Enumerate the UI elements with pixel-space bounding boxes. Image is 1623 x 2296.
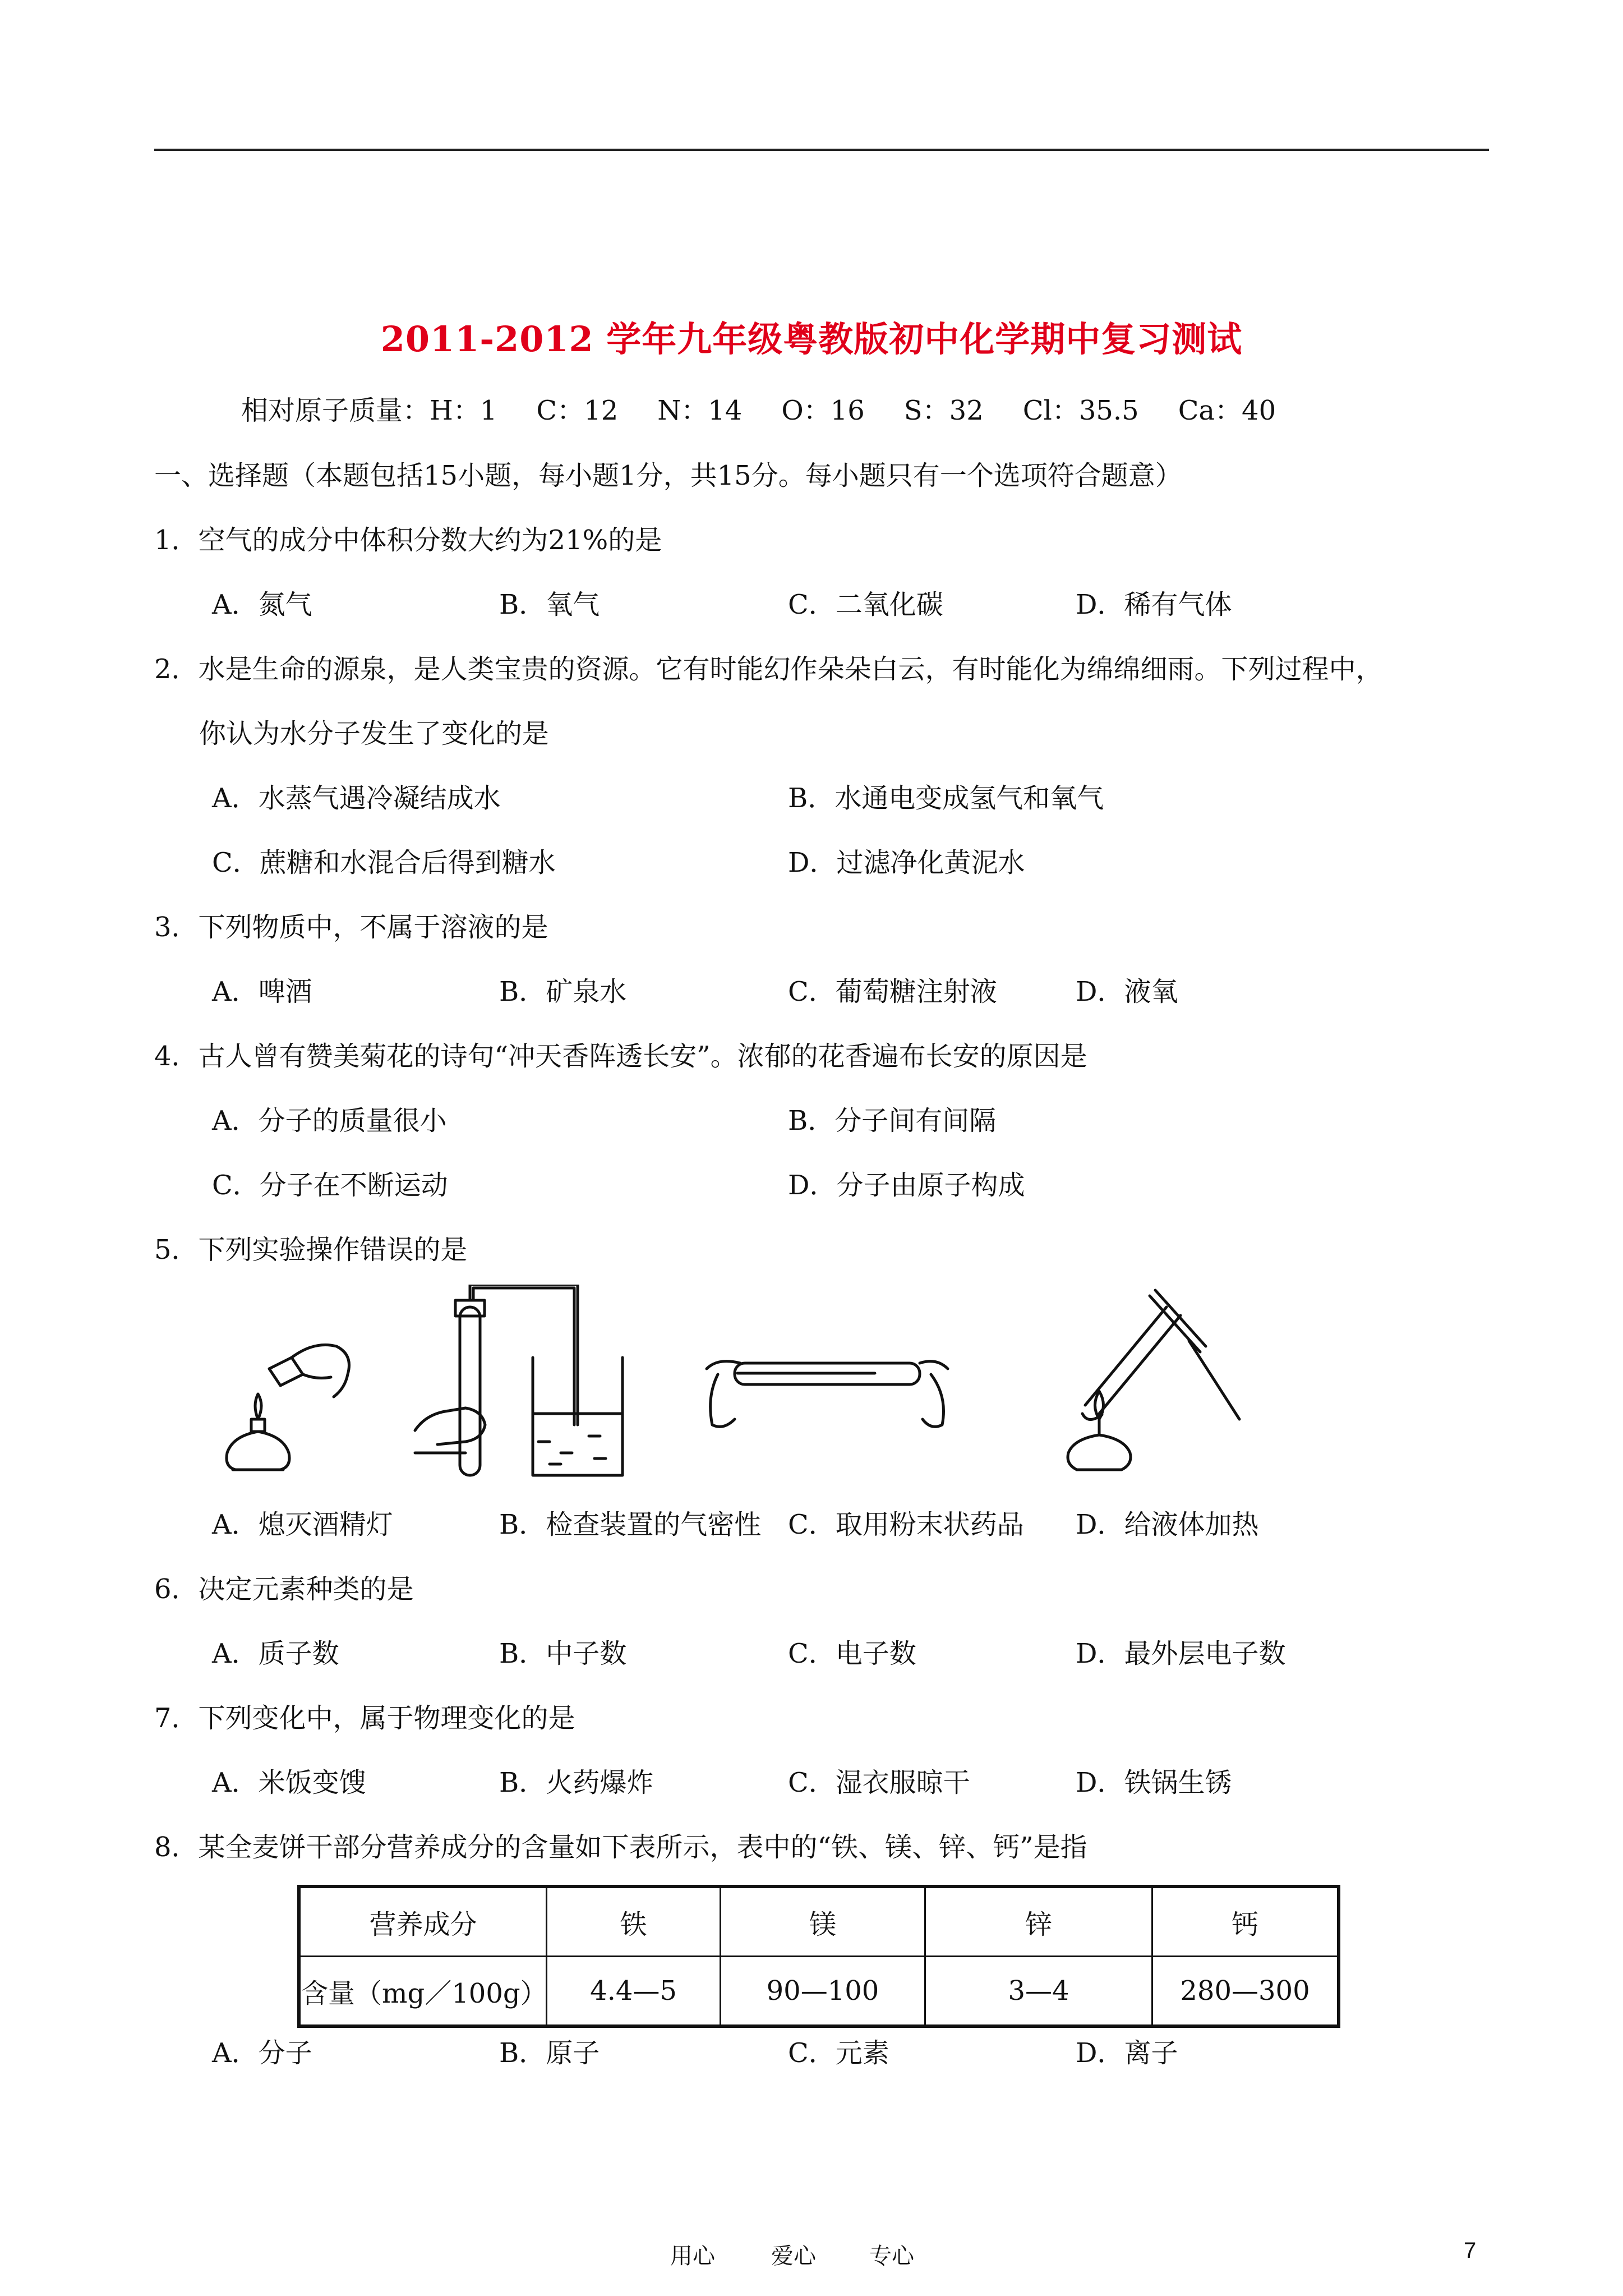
option-c: C．蔗糖和水混合后得到糖水: [212, 847, 556, 878]
alcohol-lamp-figure: [227, 1345, 349, 1470]
option-d: D．铁锅生锈: [1076, 1767, 1232, 1798]
option-a: A．熄灭酒精灯: [212, 1509, 393, 1540]
option-c: C．电子数: [788, 1638, 916, 1669]
atomic-mass-s: S：32: [903, 395, 984, 426]
option-c: C．元素: [788, 2037, 889, 2069]
option-b: B．氧气: [499, 589, 600, 620]
option-d: D．给液体加热: [1076, 1509, 1259, 1540]
question-stem: 7．下列变化中，属于物理变化的是: [154, 1703, 575, 1734]
question-stem: 1．空气的成分中体积分数大约为21%的是: [154, 524, 662, 556]
atomic-mass-c: C：12: [536, 395, 619, 426]
option-d: D．分子由原子构成: [788, 1170, 1025, 1201]
atomic-masses: [241, 394, 1315, 427]
option-d: D．过滤净化黄泥水: [788, 847, 1025, 878]
table-row: [299, 1957, 1339, 2027]
table-cell: 铁: [547, 1887, 721, 1957]
option-b: B．矿泉水: [499, 976, 627, 1007]
page-title: 2011-2012 学年九年级粤教版初中化学期中复习测试: [380, 319, 1243, 360]
footer-motto-3: 专心: [869, 2243, 914, 2269]
question-stem: 5．下列实验操作错误的是: [154, 1234, 468, 1266]
question-stem-cont: 你认为水分子发生了变化的是: [199, 718, 550, 749]
table-cell: 280—300: [1152, 1957, 1339, 2027]
table-cell: 90—100: [721, 1957, 925, 2027]
option-d: D．稀有气体: [1076, 589, 1232, 620]
heating-liquid-figure: [1068, 1290, 1239, 1470]
option-c: C．湿衣服晾干: [788, 1767, 970, 1798]
footer-motto-1: 用心: [670, 2243, 715, 2269]
table-cell: 镁: [721, 1887, 925, 1957]
option-a: A．啤酒: [212, 976, 312, 1007]
section-heading: 一、选择题（本题包括15小题，每小题1分，共15分。每小题只有一个选项符合题意）: [154, 460, 1182, 491]
lab-illustrations: [202, 1285, 1267, 1487]
option-c: C．葡萄糖注射液: [788, 976, 997, 1007]
table-cell: 4.4—5: [547, 1957, 721, 2027]
question-stem: 8．某全麦饼干部分营养成分的含量如下表所示，表中的“铁、镁、锌、钙”是指: [154, 1832, 1087, 1863]
table-cell: 含量（mg／100g）: [299, 1957, 547, 2027]
option-b: B．分子间有间隔: [788, 1105, 997, 1137]
nutrition-table: [297, 1885, 1340, 2028]
option-c: C．取用粉末状药品: [788, 1509, 1024, 1540]
option-c: C．二氧化碳: [788, 589, 943, 620]
option-d: D．离子: [1076, 2037, 1178, 2069]
airtightness-figure: [415, 1285, 623, 1475]
header-rule: [154, 149, 1489, 151]
option-b: B．检查装置的气密性: [499, 1509, 762, 1540]
option-b: B．原子: [499, 2037, 600, 2069]
table-header-row: [299, 1887, 1339, 1957]
table-cell: 营养成分: [299, 1887, 547, 1957]
atomic-mass-cl: Cl：35.5: [1022, 395, 1139, 426]
option-b: B．水通电变成氢气和氧气: [788, 783, 1104, 814]
question-stem: 2．水是生命的源泉，是人类宝贵的资源。它有时能幻作朵朵白云，有时能化为绵绵细雨。下列过程中，: [154, 654, 1383, 685]
page-number: 7: [1464, 2238, 1477, 2263]
option-a: A．分子: [212, 2037, 312, 2069]
table-cell: 3—4: [925, 1957, 1152, 2027]
question-stem: 4．古人曾有赞美菊花的诗句“冲天香阵透长安”。浓郁的花香遍布长安的原因是: [154, 1041, 1087, 1072]
option-d: D．液氧: [1076, 976, 1178, 1007]
option-a: A．米饭变馊: [212, 1767, 366, 1798]
atomic-mass-o: O：16: [781, 395, 865, 426]
question-stem: 6．决定元素种类的是: [154, 1573, 414, 1605]
option-b: B．火药爆炸: [499, 1767, 654, 1798]
option-a: A．水蒸气遇冷凝结成水: [212, 783, 501, 814]
atomic-mass-n: N：14: [657, 395, 743, 426]
option-a: A．分子的质量很小: [212, 1105, 447, 1137]
table-cell: 锌: [925, 1887, 1152, 1957]
table-cell: 钙: [1152, 1887, 1339, 1957]
option-a: A．氮气: [212, 589, 312, 620]
footer-motto-2: 爱心: [771, 2243, 816, 2269]
atomic-masses-label: 相对原子质量：: [241, 395, 430, 426]
option-a: A．质子数: [212, 1638, 339, 1669]
atomic-mass-ca: Ca：40: [1178, 395, 1276, 426]
option-c: C．分子在不断运动: [212, 1170, 448, 1201]
atomic-mass-h: H：1: [430, 395, 497, 426]
powder-sampling-figure: [707, 1361, 948, 1427]
option-b: B．中子数: [499, 1638, 627, 1669]
option-d: D．最外层电子数: [1076, 1638, 1286, 1669]
question-stem: 3．下列物质中，不属于溶液的是: [154, 912, 548, 943]
